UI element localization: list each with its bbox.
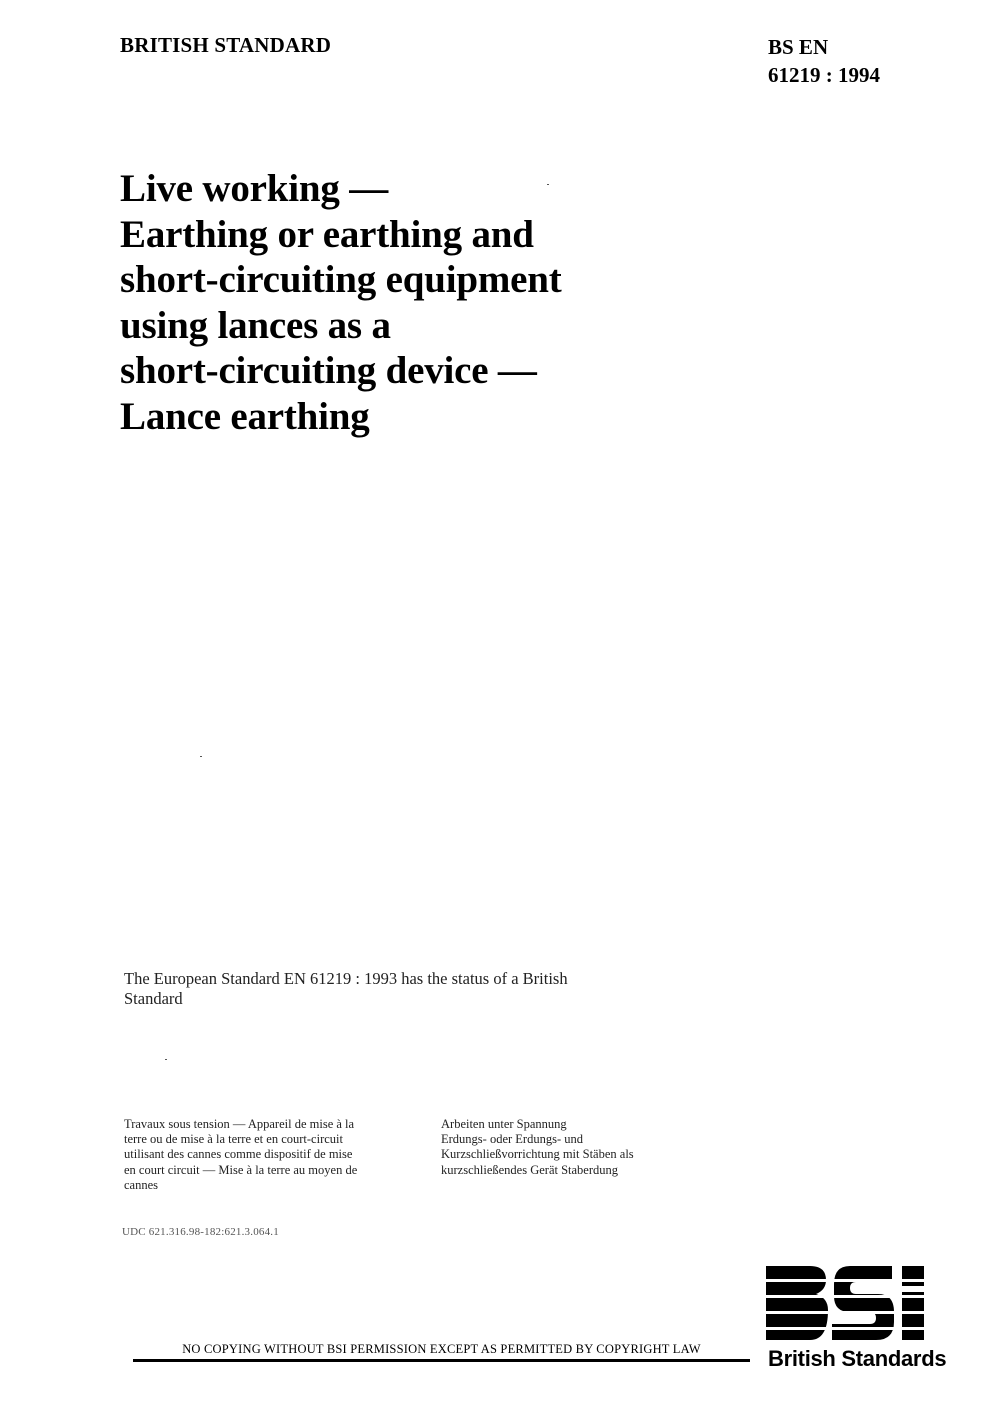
bsi-logo-text: British Standards	[768, 1346, 947, 1371]
title-line: short-circuiting device —	[120, 349, 537, 393]
copyright-notice: NO COPYING WITHOUT BSI PERMISSION EXCEPT AS PERMITTED BY COPYRIGHT LAW	[182, 1342, 701, 1356]
french-title-line: en court circuit — Mise à la terre au moyen de	[124, 1162, 358, 1177]
title-line: using lances as a	[120, 303, 391, 347]
document-title	[120, 166, 680, 440]
german-title-line: Kurzschließvorrichtung mit Stäben als	[441, 1147, 634, 1162]
standard-code-line1: BS EN	[768, 35, 829, 59]
french-title	[124, 1117, 414, 1193]
french-title-line: cannes	[124, 1177, 159, 1192]
udc-code: UDC 621.316.98-182:621.3.064.1	[122, 1226, 279, 1238]
title-line: Earthing or earthing and	[120, 212, 534, 256]
copyright-rule	[133, 1359, 750, 1362]
standard-number	[768, 33, 880, 89]
title-line: Live working —	[120, 167, 389, 210]
status-statement: The European Standard EN 61219 : 1993 has the status of a British Standard	[124, 969, 568, 1008]
document-series-label: BRITISH STANDARD	[120, 33, 332, 57]
french-title-line: Travaux sous tension — Appareil de mise à la	[124, 1117, 355, 1131]
scan-artifact	[547, 184, 549, 185]
german-title-line: Arbeiten unter Spannung	[441, 1117, 567, 1131]
german-title-line: kurzschließendes Gerät Staberdung	[441, 1162, 619, 1177]
french-title-line: utilisant des cannes comme dispositif de mise	[124, 1147, 353, 1162]
bsi-logo-mark	[764, 1266, 946, 1340]
scan-artifact	[200, 756, 202, 757]
german-title-line: Erdungs- oder Erdungs- und	[441, 1132, 583, 1147]
french-title-line: terre ou de mise à la terre et en court-circuit	[124, 1132, 343, 1147]
scan-artifact	[165, 1059, 167, 1060]
standard-code-line2: 61219 : 1994	[768, 63, 880, 87]
title-line: Lance earthing	[120, 394, 370, 438]
german-title	[441, 1117, 731, 1178]
title-line: short-circuiting equipment	[120, 258, 562, 302]
